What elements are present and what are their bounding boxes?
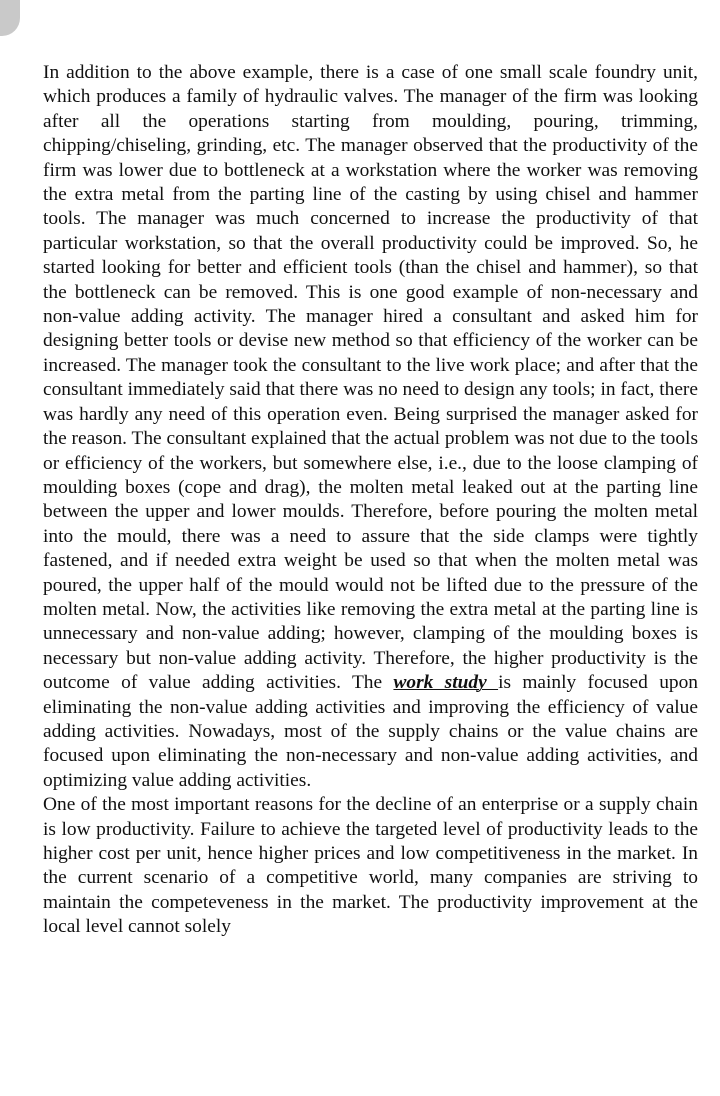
work-study-link[interactable]: work study — [393, 672, 499, 694]
paragraph-1-text-end: is mainly focused upon eliminating the non-value adding activities and improving the efficiency of value adding activities. Nowadays, most of the supply chains or the value chains are focused upon eliminating the non-necessary and non-value adding activities, and optimizing value adding activities. — [43, 672, 698, 791]
paragraph-productivity: One of the most important reasons for the decline of an enterprise or a supply chain is low productivity. Failure to achieve the targeted level of productivity leads to the higher cost per unit, hence higher prices and low competitiveness in the market. In the current scenario of a competitive world, many companies are striving to maintain the competeveness in the market. The productivity improvement at the local level cannot solely — [43, 794, 698, 938]
document-body — [43, 61, 698, 940]
paragraph-1-text-start: In addition to the above example, there is a case of one small scale foundry unit, which produces a family of hydraulic valves. The manager of the firm was looking after all the operations starting from moulding, pouring, trimming, chipping/chiseling, grinding, etc. The manager observed that the productivity of the firm was lower due to bottleneck at a workstation where the worker was removing the extra metal from the parting line of the casting by using chisel and hammer tools. The manager was much concerned to increase the productivity of that particular workstation, so that the overall productivity could be improved. So, he started looking for better and efficient tools (than the chisel and hammer), so that the bottleneck can be removed. This is one good example of non-necessary and non-value adding activity. The manager hired a consultant and asked him for designing better tools or devise new method so that efficiency of the worker can be increased. The manager took the consultant to the live work place; and after that the consultant immediately said that there was no need to design any tools; in fact, there was hardly any need of this operation even. Being surprised the manager asked for the reason. The consultant explained that the actual problem was not due to the tools or efficiency of the workers, but somewhere else, i.e., due to the loose clamping of moulding boxes (cope and drag), the molten metal leaked out at the parting line between the upper and lower moulds. Therefore, before pouring the molten metal into the mould, there was a need to assure that the side clamps were tightly fastened, and if needed extra weight be used so that when the molten metal was poured, the upper half of the mould would not be lifted due to the pressure of the molten metal. Now, the activities like removing the extra metal at the parting line is unnecessary and non-value adding; however, clamping of the moulding boxes is necessary but non-value adding activity. Therefore, the higher productivity is the outcome of value adding activities. The — [43, 62, 698, 694]
paragraph-foundry-example — [43, 61, 698, 793]
page-corner-tab — [0, 0, 20, 36]
